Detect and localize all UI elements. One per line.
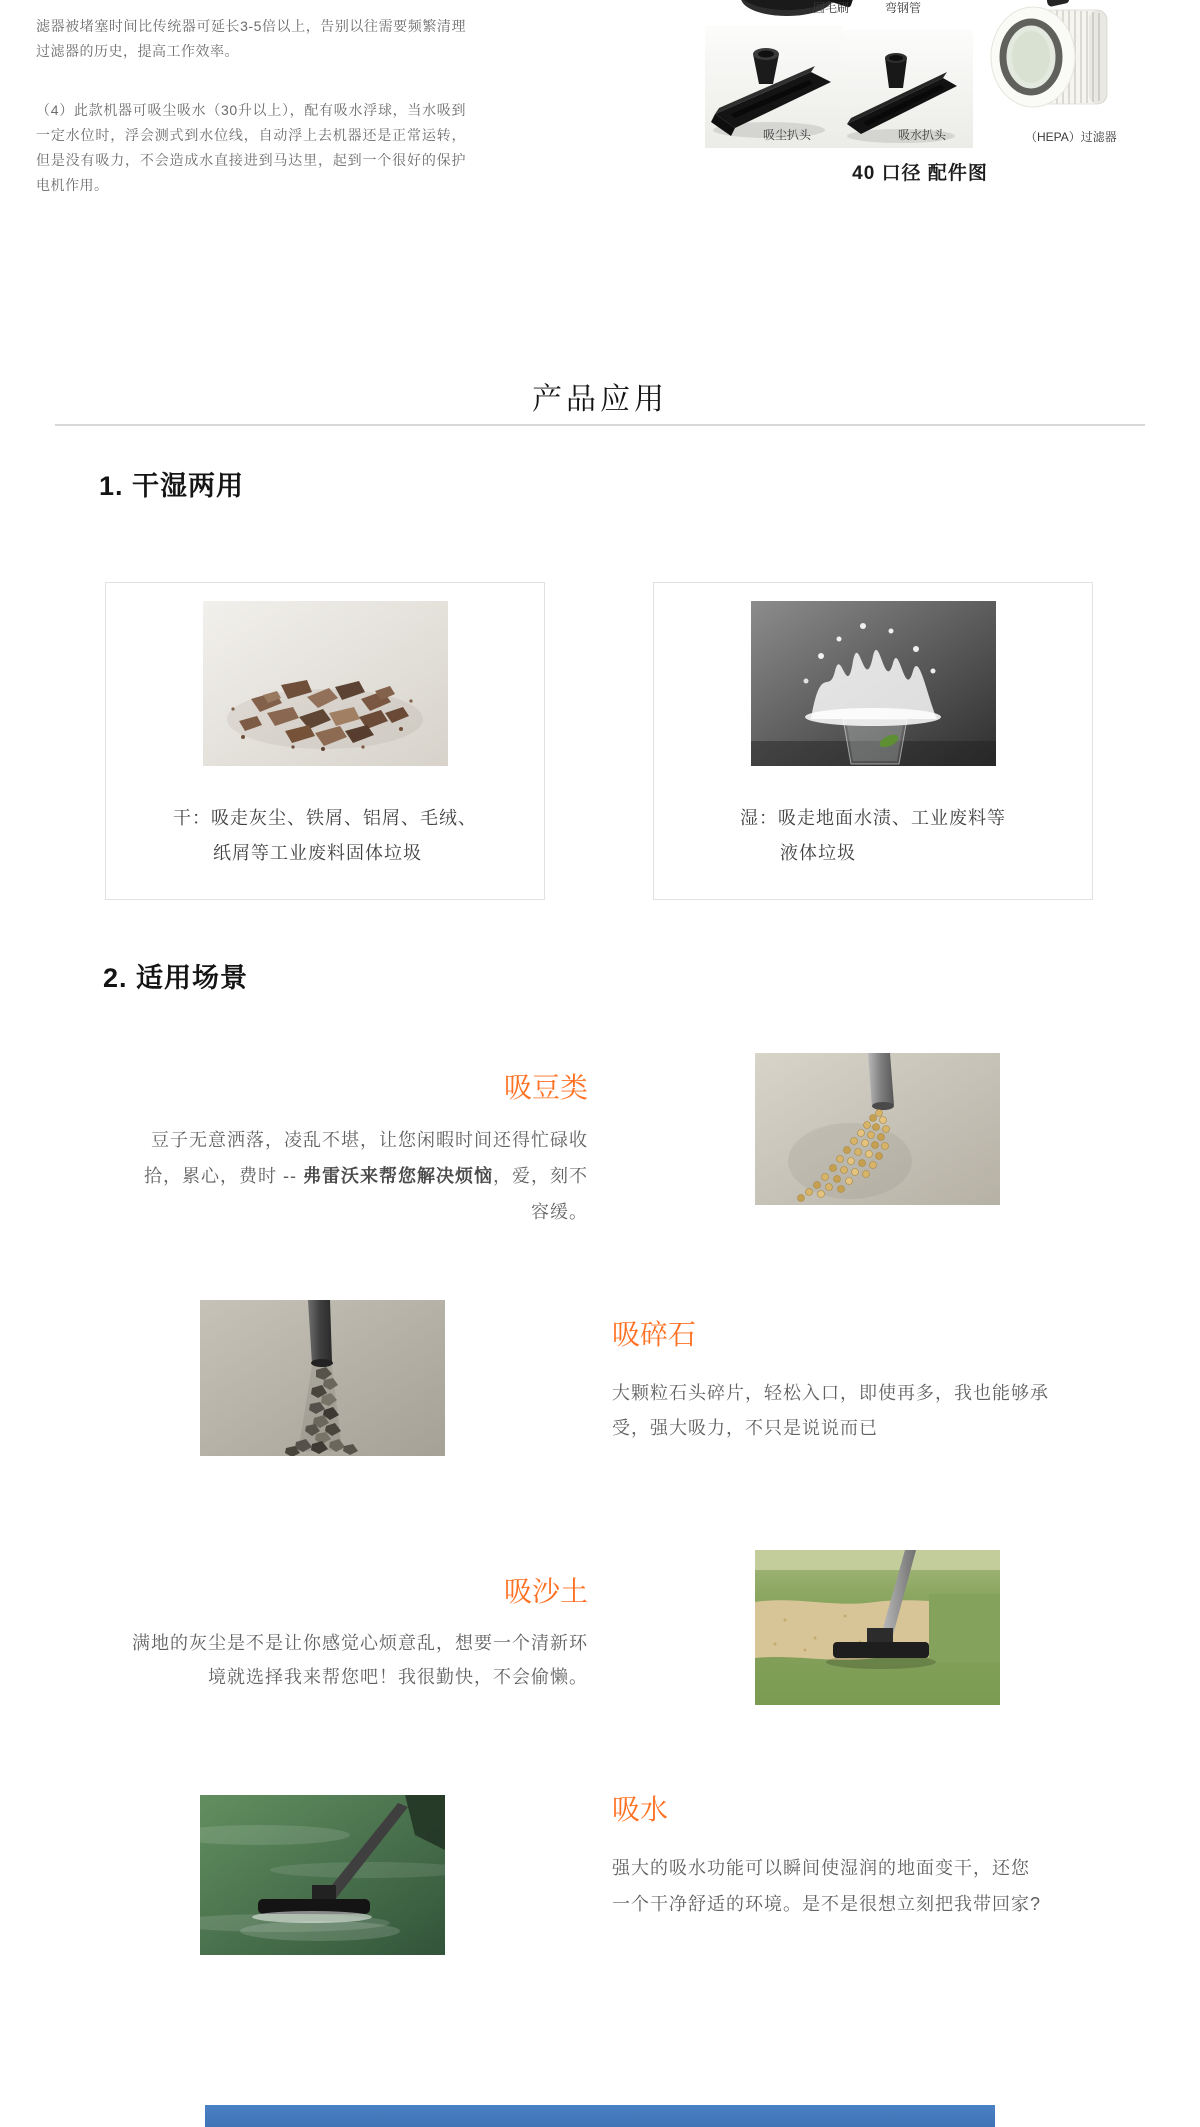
accessories-photo: [695, 0, 1115, 150]
wet-caption-line1: 湿：吸走地面水渍、工业废料等: [740, 808, 1006, 828]
round-brush-label: 圆毛刷: [813, 1, 850, 15]
dust-head-label: 吸尘扒头: [763, 128, 812, 142]
beans-scenario-text: [143, 1122, 588, 1230]
water-scenario-text: 强大的吸水功能可以瞬间使湿润的地面变干，还您一个干净舒适的环境。是不是很想立刻把我带回家?: [612, 1858, 1042, 1914]
accessories-caption: 40 口径 配件图: [852, 163, 988, 184]
gravel-scenario-title: 吸碎石: [612, 1319, 697, 1350]
beans-text-after: ，爱，刻不容缓。: [493, 1166, 588, 1222]
intro-paragraph-filter: 滤器被堵塞时间比传统器可延长3-5倍以上，告别以往需要频繁清理过滤器的历史，提高工作效率。: [36, 18, 466, 59]
wood-chips-photo: [203, 601, 448, 766]
water-splash-photo: [751, 601, 996, 766]
bent-pipe-label: 弯钢管: [885, 1, 922, 15]
water-suction-photo: [200, 1795, 445, 1955]
water-scenario-title: 吸水: [612, 1794, 669, 1825]
section-title-product-application: 产品应用: [532, 383, 668, 416]
intro-paragraph-water: （4）此款机器可吸尘吸水（30升以上），配有吸水浮球，当水吸到一定水位时，浮会测式到水位线，自动浮上去机器还是正常运转，但是没有吸力，不会造成水直接进到马达里，起到一个很好的保护电机作用。: [36, 102, 466, 193]
heading-dry-wet: 1. 干湿两用: [99, 471, 245, 501]
section-divider: [55, 424, 1145, 426]
wet-card-caption: [654, 801, 1092, 871]
dry-caption-line2: 纸屑等工业废料固体垃圾: [213, 843, 422, 863]
dry-card-caption: [106, 801, 544, 871]
gravel-scenario-text: 大颗粒石头碎片，轻松入口，即使再多，我也能够承受，强大吸力，不只是说说而已: [612, 1383, 1049, 1438]
beans-scenario-title: 吸豆类: [503, 1072, 588, 1103]
dry-caption-line1: 干：吸走灰尘、铁屑、铝屑、毛绒、: [173, 808, 477, 828]
dry-use-card: [105, 582, 545, 900]
wet-caption-line2: 液体垃圾: [780, 843, 856, 863]
wet-use-card: [653, 582, 1093, 900]
heading-scenarios: 2. 适用场景: [103, 963, 249, 993]
beans-text-before: 豆子无意洒落，凌乱不堪，让您闲暇时间还得忙碌收拾，累心，费时 --: [144, 1130, 588, 1186]
sand-photo: [755, 1550, 1000, 1705]
sand-scenario-title: 吸沙土: [503, 1576, 588, 1607]
water-head-label: 吸水扒头: [898, 128, 947, 142]
beans-text-brand: 弗雷沃来帮您解决烦恼: [303, 1166, 493, 1186]
hepa-filter-label: （HEPA）过滤器: [1025, 130, 1117, 144]
sand-scenario-text: 满地的灰尘是不是让你感觉心烦意乱，想要一个清新环境就选择我来帮您吧！我很勤快，不会偷懒。: [132, 1633, 588, 1687]
next-section-strip: [205, 2105, 995, 2127]
gravel-photo: [200, 1300, 445, 1456]
beans-photo: [755, 1053, 1000, 1205]
